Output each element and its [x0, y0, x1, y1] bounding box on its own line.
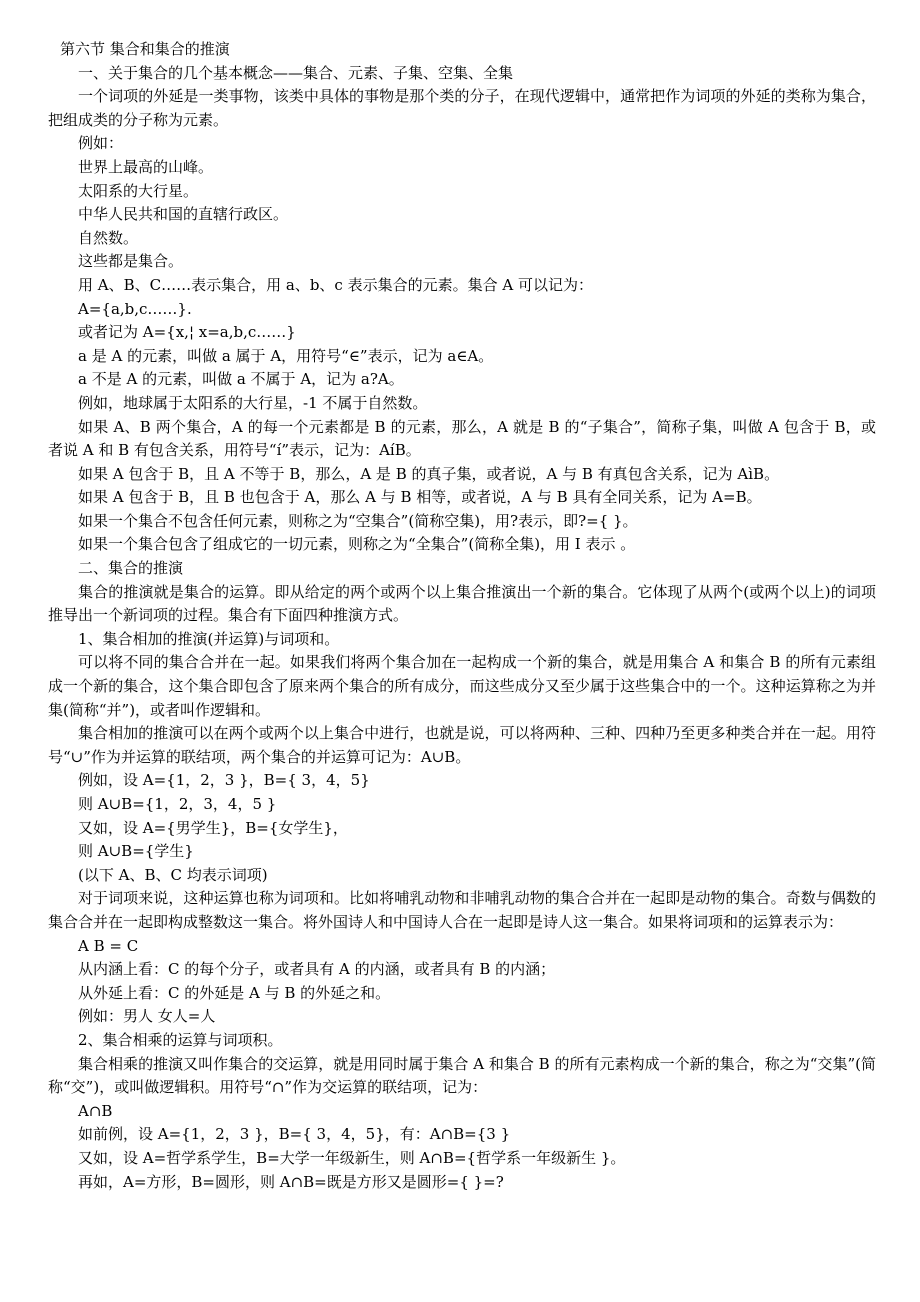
paragraph: 从内涵上看：C 的每个分子，或者具有 A 的内涵，或者具有 B 的内涵；	[78, 960, 556, 979]
paragraph: a 是 A 的元素，叫做 a 属于 A，用符号“∈”表示，记为 a∈A。	[78, 346, 494, 365]
paragraph: 一个词项的外延是一类事物，该类中具体的事物是那个类的分子，在现代逻辑中，通常把作为词项的外延的类称为集合，把组成类的分子称为元素。	[48, 87, 876, 129]
heading-set-deduction: 二、集合的推演	[78, 559, 184, 578]
paragraph: 太阳系的大行星。	[78, 181, 199, 200]
formula: A={a,b,c……}.	[78, 299, 192, 318]
paragraph: 例如：	[78, 134, 124, 153]
paragraph: 用 A、B、C……表示集合，用 a、b、c 表示集合的元素。集合 A 可以记为：	[78, 275, 593, 294]
paragraph: 如果一个集合不包含任何元素，则称之为“空集合”(简称空集)，用?表示，即?={ }。	[78, 511, 638, 530]
paragraph: 世界上最高的山峰。	[78, 157, 214, 176]
paragraph: 这些都是集合。	[78, 252, 184, 271]
example: 又如，设 A=哲学系学生，B=大学一年级新生，则 A∩B={哲学系一年级新生 }。	[78, 1148, 626, 1167]
example: 则 A∪B={学生}	[78, 842, 194, 861]
subheading-intersection: 2、集合相乘的运算与词项积。	[78, 1030, 283, 1049]
example: 例如：男人 女人=人	[78, 1007, 216, 1026]
note: (以下 A、B、C 均表示词项)	[78, 865, 268, 884]
paragraph: 如果一个集合包含了组成它的一切元素，则称之为“全集合”(简称全集)，用 I 表示 。	[78, 535, 636, 554]
example: 如前例，设 A={1，2，3 }，B={ 3，4，5}，有：A∩B={3 }	[78, 1125, 511, 1144]
paragraph: 自然数。	[78, 228, 139, 247]
paragraph: 如果 A 包含于 B，且 B 也包含于 A，那么 A 与 B 相等，或者说，A 与 B 具有全同关系，记为 A=B。	[78, 488, 762, 507]
paragraph: 集合的推演就是集合的运算。即从给定的两个或两个以上集合推演出一个新的集合。它体现了从两个(或两个以上)的词项推导出一个新词项的过程。集合有下面四种推演方式。	[48, 582, 876, 625]
paragraph: a 不是 A 的元素，叫做 a 不属于 A，记为 a?A。	[78, 370, 404, 389]
paragraph: 如果 A 包含于 B，且 A 不等于 B，那么，A 是 B 的真子集，或者说，A 与 B 有真包含关系，记为 AìB。	[78, 464, 780, 483]
paragraph: 从外延上看：C 的外延是 A 与 B 的外延之和。	[78, 983, 391, 1002]
formula: A B = C	[78, 936, 139, 955]
heading-basic-concepts: 一、关于集合的几个基本概念——集合、元素、子集、空集、全集	[78, 63, 514, 82]
paragraph: 中华人民共和国的直辖行政区。	[78, 205, 289, 224]
example: 又如，设 A={男学生}，B={女学生}，	[78, 818, 348, 837]
section-title: 第六节 集合和集合的推演	[60, 40, 230, 58]
paragraph: 如果 A、B 两个集合，A 的每一个元素都是 B 的元素，那么，A 就是 B 的“子集合”，简称子集，叫做 A 包含于 B，或者说 A 和 B 有包含关系，用符号“í”表示，记为：AíB。	[48, 417, 876, 460]
formula: A∩B	[78, 1101, 113, 1120]
example: 例如，设 A={1，2，3 }，B={ 3，4，5}	[78, 771, 370, 790]
paragraph: 可以将不同的集合合并在一起。如果我们将两个集合加在一起构成一个新的集合，就是用集合 A 和集合 B 的所有元素组成一个新的集合，这个集合即包含了原来两个集合的所有成分，而这些成分又至少属于这些集合中的一个。这种运算称之为并集(简称“并”)，或者叫作逻辑和。	[48, 653, 876, 719]
example: 再如，A=方形，B=圆形，则 A∩B=既是方形又是圆形={ }=?	[78, 1172, 504, 1191]
paragraph: 对于词项来说，这种运算也称为词项和。比如将哺乳动物和非哺乳动物的集合合并在一起即是动物的集合。奇数与偶数的集合合并在一起即构成整数这一集合。将外国诗人和中国诗人合在一起即是诗人这一集合。如果将词项和的运算表示为：	[48, 889, 876, 931]
paragraph: 集合相加的推演可以在两个或两个以上集合中进行，也就是说，可以将两种、三种、四种乃至更多种类合并在一起。用符号“∪”作为并运算的联结项，两个集合的并运算可记为：A∪B。	[48, 724, 876, 766]
paragraph: 例如，地球属于太阳系的大行星，-1 不属于自然数。	[78, 393, 428, 412]
subheading-union: 1、集合相加的推演(并运算)与词项和。	[78, 629, 340, 648]
example: 则 A∪B={1，2，3，4，5 }	[78, 795, 277, 813]
formula: 或者记为 A={x,¦ x=a,b,c……}	[78, 323, 296, 342]
paragraph: 集合相乘的推演又叫作集合的交运算，就是用同时属于集合 A 和集合 B 的所有元素构成一个新的集合，称之为“交集”(简称“交”)，或叫做逻辑积。用符号“∩”作为交运算的联结项，记为：	[48, 1054, 876, 1097]
